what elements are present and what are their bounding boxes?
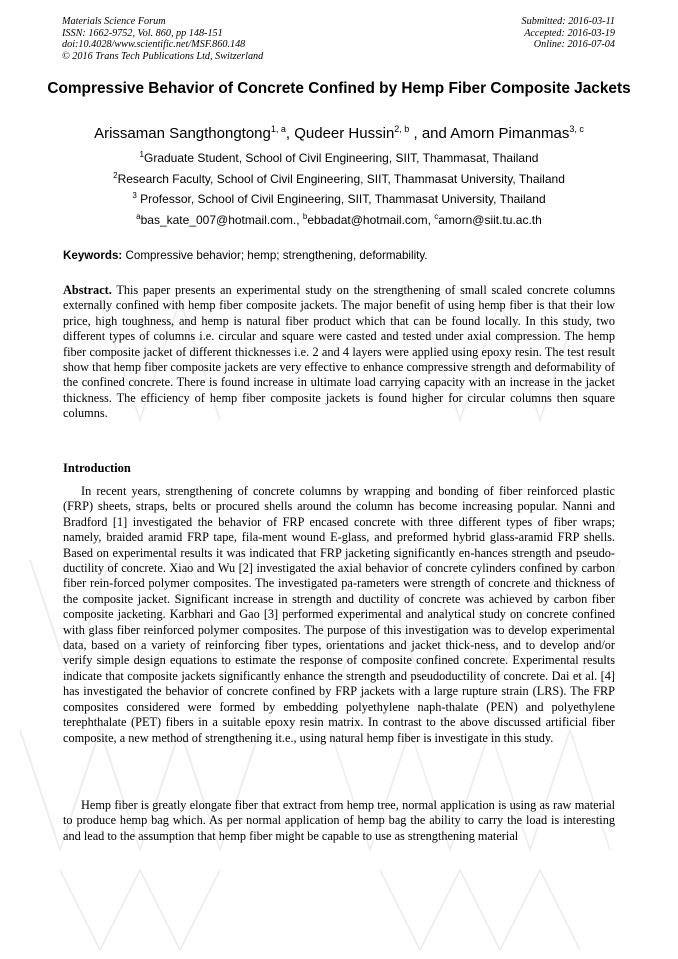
affiliation-3 bbox=[20, 192, 658, 206]
introduction-paragraph-2: Hemp fiber is greatly elongate fiber that extract from hemp tree, normal application is using as raw material to produce hemp bag which. As per normal application of hemp bag the ability to carry the load is interesting and lead to the assumption that hemp fiber might be capable to use as strengthening material bbox=[63, 798, 615, 843]
journal-name: Materials Science Forum bbox=[62, 16, 166, 27]
abstract-paragraph bbox=[63, 283, 615, 422]
email-mark: a bbox=[136, 212, 141, 221]
accepted-date: Accepted: 2016-03-19 bbox=[524, 27, 615, 39]
publication-dates bbox=[522, 16, 615, 51]
affiliation-mark: 1 bbox=[139, 150, 144, 159]
keywords-line bbox=[63, 249, 615, 263]
author-affiliation-mark: 3, c bbox=[569, 124, 584, 134]
affiliation-1 bbox=[20, 151, 658, 165]
online-date: Online: 2016-07-04 bbox=[533, 39, 615, 51]
author-affiliation-mark: 2, b bbox=[394, 124, 410, 134]
doi-line: doi:10.4028/www.scientific.net/MSF.860.148 bbox=[62, 39, 246, 51]
introduction-paragraph-1: In recent years, strengthening of concrete columns by wrapping and bonding of fiber reinforced plastic (FRP) sheets, straps, belts or procured shells around the column has become increasing popular. Nanni and Bradford [1] investigated the behavior of FRP encased concrete with three different types of fiber wraps; namely, braided aramid FRP tape, fila-ment wound E-glass, and preformed hybrid glass-aramid FRP shells. Based on experimental results it was indicated that FRP jacketing significantly en-hances strength and pseudo-ductility of concrete. Xiao and Wu [2] investigated the axial behavior of concrete cylinders confined by carbon fiber rein-forced polymer composites. The investigated pa-rameters were strength of concrete and thickness of the composite jacket. Significant increase in strength and ductility of concrete was achieved by carbon fiber composite jacketing. Karbhari and Gao [3] performed experimental and analytical study on concrete confined with glass fiber reinforced polymer composites. The purpose of this investigation was to develop experimental data, based on a variety of reinforcing fiber types, orientations and jacket thick-ness, and to develop and/or verify simple design equations to estimate the response of composite confined concrete. Experimental results indicate that composite jackets significantly enhance the strength and pseudoductility of concrete. Dai et al. [4] has investigated the behavior of concrete confined by FRP jackets with a large rupture strain (LRS). The FRP composites considered were formed by embedding polyethylene naph-thalate (PEN) and polyethylene terephthalate (PET) fibers in a suitable epoxy resin matrix. In contrast to the above discussed artificial fiber composite, a new method of strengthening it.e., using natural hemp fiber is investigate in this study. bbox=[63, 484, 615, 745]
author-separator: , bbox=[285, 125, 295, 142]
author-name: Arissaman Sangthongtong bbox=[94, 125, 271, 142]
author-name: Amorn Pimanmas bbox=[450, 125, 570, 142]
paper-title: Compressive Behavior of Concrete Confined by Hemp Fiber Composite Jackets bbox=[47, 80, 631, 97]
journal-info bbox=[62, 16, 263, 62]
email-link[interactable]: ebbadat@hotmail.com, bbox=[307, 213, 435, 227]
affiliation-2 bbox=[20, 172, 658, 186]
keywords-label: Keywords: bbox=[63, 249, 123, 262]
author-separator: , and bbox=[409, 125, 451, 142]
author-list bbox=[20, 124, 658, 144]
affiliation-mark: 3 bbox=[132, 191, 137, 200]
issn-line: ISSN: 1662-9752, Vol. 860, pp 148-151 bbox=[62, 27, 223, 39]
email-mark: b bbox=[302, 212, 308, 221]
author-emails bbox=[20, 213, 658, 227]
author-name: Qudeer Hussin bbox=[294, 125, 395, 142]
affiliation-text: Research Faculty, School of Civil Engineering, SIIT, Thammasat University, Thailand bbox=[117, 172, 565, 186]
affiliation-mark: 2 bbox=[113, 171, 118, 180]
submitted-date: Submitted: 2016-03-11 bbox=[521, 16, 615, 27]
abstract-text: This paper presents an experimental study on the strengthening of small scaled concrete columns externally confined with hemp fiber composite jackets. The major benefit of using hemp fiber is that their low price, high toughness, and hemp is natural fiber product which that can be found locally. In this study, two different types of columns i.e. circular and square were casted and tested under axial compression. The hemp fiber composite jacket of different thicknesses i.e. 2 and 4 layers were applied using epoxy resin. The test result show that hemp fiber composite jackets are very effective to enhance compressive strength and deformability of the confined concrete. There is found increase in ultimate load carrying capacity with an increase in the jacket thickness. The efficiency of hemp fiber composite jackets is found higher for circular columns then square columns. bbox=[63, 283, 615, 421]
affiliation-text: Professor, School of Civil Engineering, SIIT, Thammasat University, Thailand bbox=[136, 192, 546, 206]
author-affiliation-mark: 1, a bbox=[270, 124, 286, 134]
email-link[interactable]: bas_kate_007@hotmail.com., bbox=[140, 213, 303, 227]
copyright-line: © 2016 Trans Tech Publications Ltd, Switzerland bbox=[62, 50, 264, 62]
keywords-text: Compressive behavior; hemp; strengthening, deformability. bbox=[122, 249, 428, 262]
email-mark: c bbox=[434, 212, 439, 221]
section-heading-introduction: Introduction bbox=[63, 461, 131, 475]
abstract-label: Abstract. bbox=[63, 283, 112, 297]
affiliation-text: Graduate Student, School of Civil Engineering, SIIT, Thammasat, Thailand bbox=[144, 151, 539, 165]
email-link[interactable]: amorn@siit.tu.ac.th bbox=[438, 213, 542, 227]
